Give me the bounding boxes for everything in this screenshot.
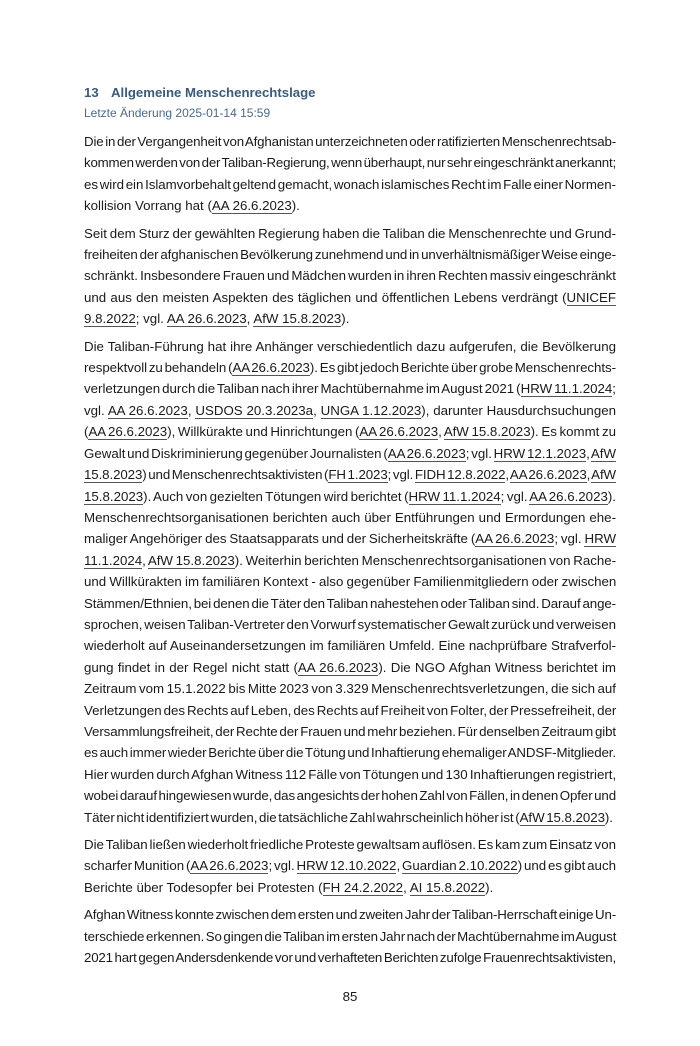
source-citation-link[interactable]: FH 24.2.2022 (322, 879, 404, 895)
text-line (84, 550, 616, 571)
text-line (84, 700, 616, 721)
text-line (84, 947, 616, 968)
text-line (84, 443, 616, 464)
text-run: Gewalt und Diskriminierung gegenüber Journalisten ( (84, 445, 388, 461)
text-line (84, 614, 616, 635)
text-run: und Willkürakten im familiären Kontext - also gegenüber Familienmitgliedern oder zwischen (84, 574, 617, 590)
text-run: Stämmen/Ethnien, bei denen die Täter den Taliban nahestehen oder Taliban sind. Darauf ange- (84, 595, 616, 611)
text-line (84, 152, 616, 173)
text-run: ). Es gibt jedoch Berichte über grobe Menschenrechts- (309, 360, 616, 376)
text-run: verletzungen durch die Taliban nach ihrer Machtübernahme im August 2021 ( (84, 381, 521, 397)
text-run: kommen werden von der Taliban-Regierung, wenn überhaupt, nur sehr eingeschränkt anerkannt; (84, 155, 616, 171)
source-citation-link[interactable]: AA 26.6.2023 (166, 311, 247, 327)
section-heading (84, 84, 616, 101)
text-run: ; vgl. (387, 467, 415, 483)
text-run: ). (604, 809, 613, 825)
text-run: Seit dem Sturz der gewählten Regierung haben die Taliban die Menschenrechte und Grund- (84, 225, 616, 241)
text-run: maliger Angehöriger des Staatsapparats und der Sicherheitskräfte ( (84, 531, 476, 547)
text-run: , (586, 445, 591, 461)
text-line (84, 507, 616, 528)
text-line (84, 357, 616, 378)
text-line (84, 400, 616, 421)
source-citation-link[interactable]: UNICEF (566, 289, 616, 305)
text-run: Afghan Witness konnte zwischen dem ersten und zweiten Jahr der Taliban-Herrschaft einige Un- (84, 907, 616, 923)
text-line (84, 834, 616, 855)
text-run: Berichte über Todesopfer bei Protesten ( (84, 879, 323, 895)
text-run: wobei darauf hingewiesen wurde, das angesichts der hohen Zahl von Fällen, in denen Opfer und (84, 788, 616, 804)
text-run: ) und Menschenrechtsaktivisten ( (142, 467, 329, 483)
source-citation-link[interactable]: AA 26.6.2023 (387, 445, 466, 461)
section-number: 13 (84, 85, 99, 100)
source-citation-link[interactable]: 15.8.2023 (84, 488, 144, 504)
text-run: Die Taliban-Führung hat ihre Anhänger verschiedentlich dazu aufgerufen, die Bevölkerung (84, 338, 616, 354)
source-citation-link[interactable]: AfW 15.8.2023 (147, 552, 235, 568)
text-run: ). (607, 488, 616, 504)
source-citation-link[interactable]: HRW (584, 531, 616, 547)
source-citation-link[interactable]: AfW 15.8.2023 (253, 311, 342, 327)
text-run: ), darunter Hausdurchsuchungen (421, 402, 617, 418)
text-line (84, 721, 616, 742)
paragraph (84, 904, 616, 968)
text-line (84, 785, 616, 806)
text-run: ). Weiterhin berichten Menschenrechtsorganisationen von Rache- (234, 552, 617, 568)
text-line (84, 195, 616, 216)
paragraph (84, 336, 616, 828)
source-citation-link[interactable]: AA 26.6.2023 (509, 467, 587, 483)
source-citation-link[interactable]: AA 26.6.2023 (529, 488, 608, 504)
text-line (84, 421, 616, 442)
text-run: es auch immer wieder Berichte über die Tötung und Inhaftierung ehemaliger ANDSF-Mitglieder. (84, 745, 616, 761)
text-run: ( (84, 424, 89, 440)
source-citation-link[interactable]: FIDH 12.8.2022 (414, 467, 506, 483)
text-run: ) und es gibt auch (517, 858, 616, 874)
text-line (84, 131, 616, 152)
document-body (84, 131, 616, 968)
text-run: ; vgl. (135, 311, 167, 327)
text-run: ). (291, 198, 300, 214)
text-run: kollision Vorrang hat ( (84, 198, 212, 214)
text-run: sprochen, weisen Taliban-Vertreter den Vorwurf systematischer Gewalt zurück und verweisen (84, 616, 616, 632)
text-run: ; vgl. (554, 531, 585, 547)
source-citation-link[interactable]: AA 26.6.2023 (211, 198, 292, 214)
text-line (84, 223, 616, 244)
text-run: , (403, 879, 410, 895)
text-line (84, 904, 616, 925)
page-number: 85 (342, 989, 358, 1005)
source-citation-link[interactable]: AfW 15.8.2023 (519, 809, 605, 825)
text-line (84, 742, 616, 763)
text-run: Menschenrechtsorganisationen berichten auch über Entführungen und Ermordungen ehe- (84, 509, 616, 525)
text-line (84, 336, 616, 357)
text-run: gung findet in der Regel nicht statt ( (84, 659, 298, 675)
source-citation-link[interactable]: HRW 11.1.2024 (520, 381, 613, 397)
section-title: Allgemeine Menschenrechtslage (111, 85, 316, 100)
source-citation-link[interactable]: 9.8.2022 (84, 311, 136, 327)
text-line (84, 877, 616, 898)
text-run: Die in der Vergangenheit von Afghanistan unterzeichneten oder ratifizierten Menschenrechtsab- (84, 134, 616, 149)
text-run: ). Die NGO Afghan Witness berichtet im (378, 659, 616, 675)
text-line (84, 764, 616, 785)
text-line (84, 807, 616, 828)
text-run: ), Willkürakte und Hinrichtungen ( (167, 424, 360, 440)
text-line (84, 464, 616, 485)
text-run: , (246, 311, 254, 327)
text-run: 2021 hart gegen Andersdenkende vor und verhafteten Berichten zufolge Frauenrechtsaktivisten, (84, 950, 616, 966)
source-citation-link[interactable]: AA 26.6.2023 (297, 659, 379, 675)
source-citation-link[interactable]: AA 26.6.2023 (359, 424, 439, 440)
text-line (84, 855, 616, 876)
text-run: , (396, 858, 402, 874)
text-run: Versammlungsfreiheit, der Rechte der Frauen und mehr beziehen. Für denselben Zeitraum gibt (84, 723, 616, 739)
text-run: ; vgl. (500, 488, 530, 504)
text-line (84, 287, 616, 308)
text-run: es wird ein Islamvorbehalt geltend gemacht, wonach islamisches Recht im Falle einer Normen- (84, 176, 616, 192)
source-citation-link[interactable]: HRW 12.1.2023 (493, 445, 587, 461)
text-line (84, 657, 616, 678)
text-run: ). Es kommt zu (530, 424, 616, 440)
source-citation-link[interactable]: FH 1.2023 (328, 467, 388, 483)
text-line (84, 926, 616, 947)
text-run: und aus den meisten Aspekten des täglichen und öffentlichen Lebens verdrängt ( (84, 289, 567, 305)
text-run: freiheiten der afghanischen Bevölkerung zunehmend und in unverhältnismäßiger Weise einge- (84, 247, 616, 263)
text-run: schränkt. Insbesondere Frauen und Mädchen wurden in ihren Rechten massiv eingeschränkt (84, 268, 616, 284)
source-citation-link[interactable]: AI 15.8.2022 (409, 879, 486, 895)
source-citation-link[interactable]: AA 26.6.2023 (88, 424, 168, 440)
source-citation-link[interactable]: AfW (590, 445, 616, 461)
paragraph (84, 131, 616, 217)
text-run: , (505, 467, 510, 483)
text-run: , (438, 424, 444, 440)
text-run: ; vgl. (465, 445, 494, 461)
text-run: vgl. (84, 402, 108, 418)
text-run: ). (341, 311, 350, 327)
text-run: wiederholt auf Auseinandersetzungen im familiären Umfeld. Eine nachprüfbare Strafverfol- (84, 638, 616, 654)
source-citation-link[interactable]: AfW 15.8.2023 (443, 424, 531, 440)
text-run: Täter nicht identifiziert wurden, die tatsächliche Zahl wahrscheinlich höher ist ( (84, 809, 520, 825)
text-run: scharfer Munition ( (84, 858, 191, 874)
source-citation-link[interactable]: UNGA 1.12.2023 (320, 402, 422, 418)
text-line (84, 265, 616, 286)
source-citation-link[interactable]: Guardian 2.10.2022 (401, 858, 518, 874)
last-changed-date: Letzte Änderung 2025-01-14 15:59 (84, 106, 271, 120)
text-line (84, 635, 616, 656)
text-run: , (187, 402, 196, 418)
source-citation-link[interactable]: 11.1.2024 (84, 552, 143, 568)
text-run: terschiede erkennen. So gingen die Taliban im ersten Jahr nach der Machtübernahme im August (84, 928, 617, 944)
text-line (84, 571, 616, 592)
source-citation-link[interactable]: HRW 12.10.2022 (296, 858, 397, 874)
paragraph (84, 223, 616, 330)
text-run: Zeitraum vom 15.1.2022 bis Mitte 2023 von 3.329 Menschenrechtsverletzungen, die sich auf (84, 681, 616, 697)
source-citation-link[interactable]: USDOS 20.3.2023a (195, 402, 314, 418)
source-citation-link[interactable]: HRW 11.1.2024 (408, 488, 501, 504)
text-run: ). (485, 879, 494, 895)
text-run: respektvoll zu behandeln ( (84, 360, 233, 376)
text-line (84, 308, 616, 329)
text-run: Verletzungen des Rechts auf Leben, des Rechts auf Freiheit von Folter, der Pressefreiheit, der (84, 702, 617, 718)
text-run: ). Auch von gezielten Tötungen wird berichtet ( (143, 488, 409, 504)
text-line (84, 593, 616, 614)
text-run: ; vgl. (268, 858, 297, 874)
source-citation-link[interactable]: AfW (591, 467, 616, 483)
text-run: ; (612, 381, 616, 397)
text-line (84, 486, 616, 507)
text-run: , (142, 552, 148, 568)
source-citation-link[interactable]: AA 26.6.2023 (232, 360, 310, 376)
text-run: Die Taliban ließen wiederholt friedliche Proteste gewaltsam auflösen. Es kam zum Einsatz von (84, 837, 616, 852)
text-run: , (586, 467, 592, 483)
source-citation-link[interactable]: AA 26.6.2023 (107, 402, 188, 418)
paragraph (84, 834, 616, 898)
text-line (84, 174, 616, 195)
text-line (84, 244, 616, 265)
text-run: , (313, 402, 321, 418)
source-citation-link[interactable]: AA 26.6.2023 (475, 531, 555, 547)
text-line (84, 678, 616, 699)
text-run: Hier wurden durch Afghan Witness 112 Fälle von Tötungen und 130 Inhaftierungen registriert, (84, 766, 617, 782)
text-line (84, 378, 616, 399)
source-citation-link[interactable]: 15.8.2023 (84, 467, 143, 483)
source-citation-link[interactable]: AA 26.6.2023 (190, 858, 269, 874)
text-line (84, 528, 616, 549)
